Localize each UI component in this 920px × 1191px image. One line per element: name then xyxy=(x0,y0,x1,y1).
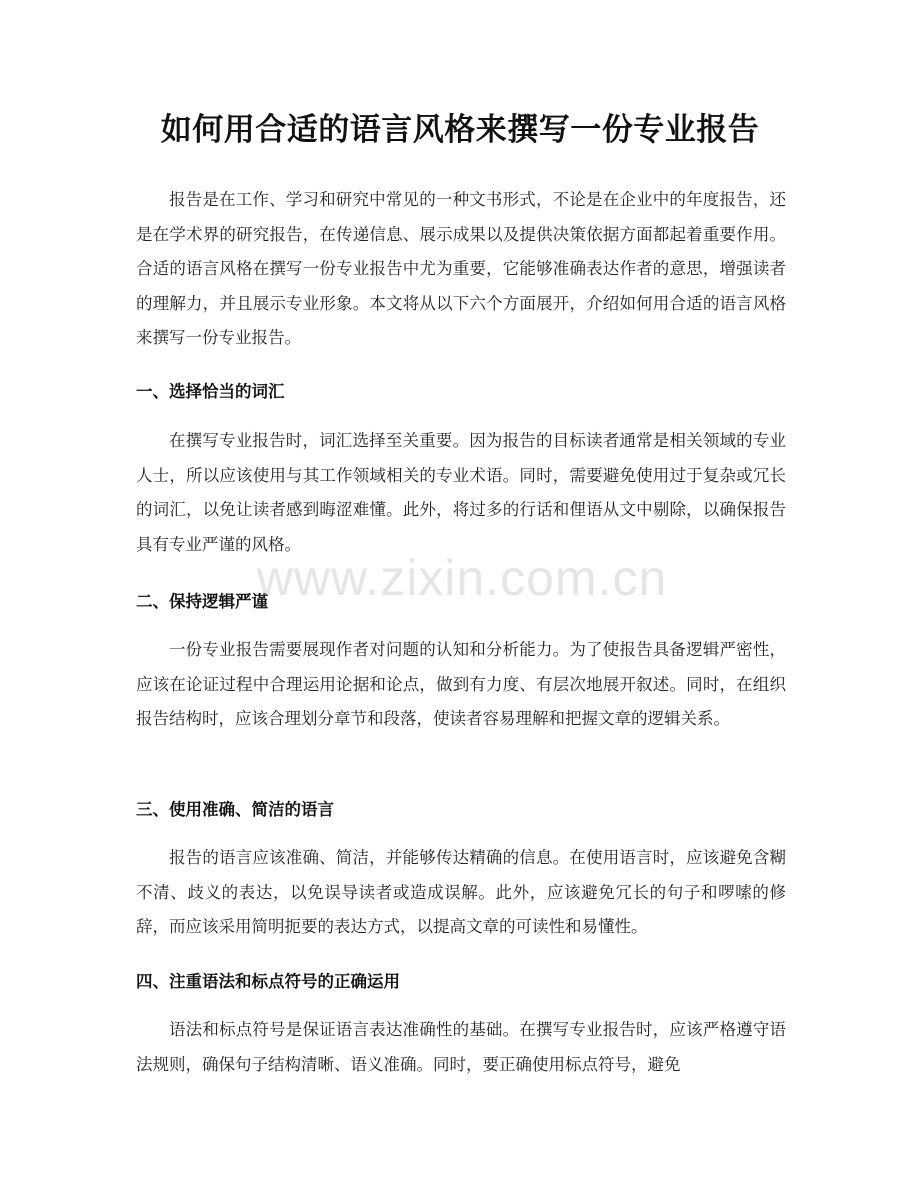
intro-paragraph: 报告是在工作、学习和研究中常见的一种文书形式，不论是在企业中的年度报告，还是在学术界的研究报告，在传递信息、展示成果以及提供决策依据方面都起着重要作用。合适的语言风格在撰写一份专业报告中尤为重要，它能够准确表达作者的意思，增强读者的理解力，并且展示专业形象。本文将从以下六个方面展开，介绍如何用合适的语言风格来撰写一份专业报告。 xyxy=(136,190,786,347)
section-body-2: 一份专业报告需要展现作者对问题的认知和分析能力。为了使报告具备逻辑严密性，应该在论证过程中合理运用论据和论点，做到有力度、有层次地展开叙述。同时，在组织报告结构时，应该合理划分章节和段落，使读者容易理解和把握文章的逻辑关系。 xyxy=(136,640,786,728)
section-body-3: 报告的语言应该准确、简洁，并能够传达精确的信息。在使用语言时，应该避免含糊不清、歧义的表达，以免误导读者或造成误解。此外，应该避免冗长的句子和啰嗦的修辞，而应该采用简明扼要的表达方式，以提高文章的可读性和易懂性。 xyxy=(136,848,786,936)
section-heading-3: 三、使用准确、简洁的语言 xyxy=(136,800,334,819)
document-title: 如何用合适的语言风格来撰写一份专业报告 xyxy=(160,112,760,148)
section-body-4: 语法和标点符号是保证语言表达准确性的基础。在撰写专业报告时，应该严格遵守语法规则，确保句子结构清晰、语义准确。同时，要正确使用标点符号，避免 xyxy=(136,1020,786,1074)
section-heading-1: 一、选择恰当的词汇 xyxy=(136,382,285,401)
section-body-1: 在撰写专业报告时，词汇选择至关重要。因为报告的目标读者通常是相关领域的专业人士，所以应该使用与其工作领域相关的专业术语。同时，需要避免使用过于复杂或冗长的词汇，以免让读者感到晦涩难懂。此外，将过多的行话和俚语从文中剔除，以确保报告具有专业严谨的风格。 xyxy=(136,431,786,554)
watermark: www.zixin.com.cn xyxy=(256,550,668,606)
section-heading-4: 四、注重语法和标点符号的正确运用 xyxy=(136,972,400,991)
section-heading-2: 二、保持逻辑严谨 xyxy=(136,592,268,611)
